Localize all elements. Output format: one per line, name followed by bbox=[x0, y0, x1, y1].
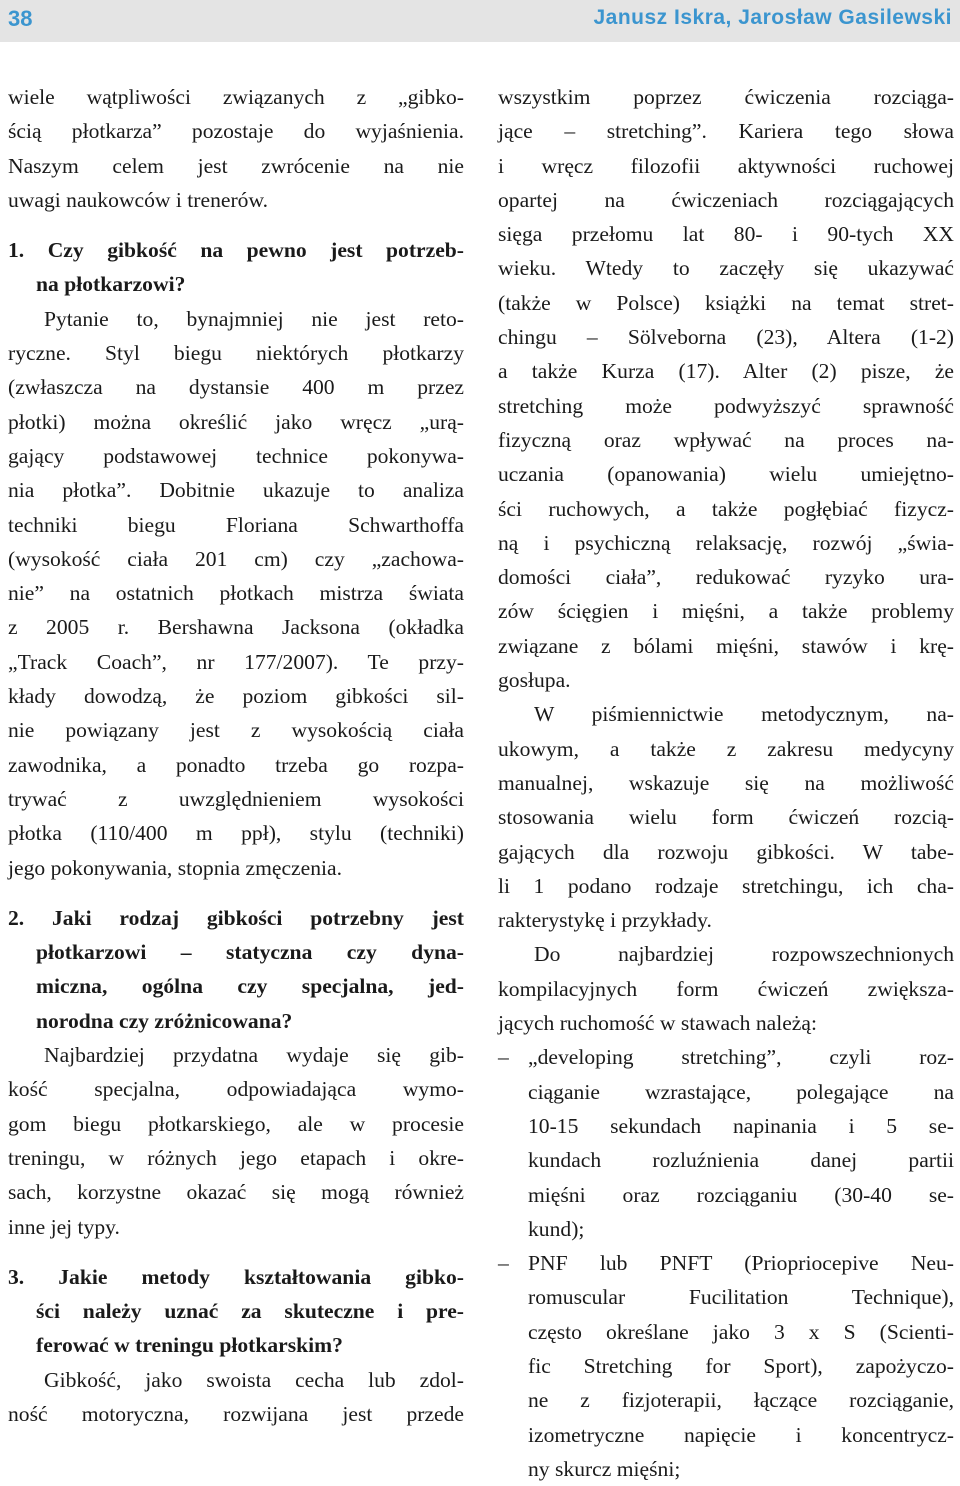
text-line: jące – stretching”. Kariera tego słowa bbox=[498, 119, 954, 144]
text-line: ność motoryczna, rozwijana jest przede bbox=[8, 1401, 464, 1426]
list-item-pnf bbox=[498, 1246, 954, 1486]
list-line: kund); bbox=[528, 1216, 585, 1241]
text-line: gający podstawowej technice pokonywa- bbox=[8, 443, 464, 468]
list-text: PNF lub PNFT (Priopriocepive Neu- bbox=[528, 1251, 954, 1276]
text-line: wszystkim poprzez ćwiczenia rozciąga- bbox=[498, 85, 954, 109]
text-line: „Track Coach”, nr 177/2007). Te przy- bbox=[8, 649, 464, 674]
heading-line: ferować w treningu płotkarskim? bbox=[36, 1333, 343, 1358]
question-3-body bbox=[8, 1363, 464, 1432]
heading-line: 1. Czy gibkość na pewno jest potrzeb- bbox=[8, 238, 464, 263]
page-number: 38 bbox=[8, 6, 33, 31]
list-line: 10-15 sekundach napinania i 5 se- bbox=[528, 1113, 954, 1138]
text-line: Naszym celem jest zwrócenie na nie bbox=[8, 153, 464, 178]
forms-paragraph bbox=[498, 937, 954, 1040]
text-line: zów ścięgien i mięśni, a także problemy bbox=[498, 599, 954, 624]
text-line: związane z bólami mięśni, stawów i krę- bbox=[498, 633, 954, 658]
list-line: fic Stretching for Sport), zapożyczo- bbox=[528, 1353, 954, 1378]
heading-line: norodna czy zróżnicowana? bbox=[36, 1008, 293, 1033]
list-line: romuscular Fucilitation Technique), bbox=[528, 1285, 954, 1310]
text-line: stretching może podwyższyć sprawność bbox=[498, 393, 954, 418]
list-line: często określane jako 3 x S (Scienti- bbox=[528, 1319, 954, 1344]
text-line: stosowania wielu form ćwiczeń rozcią- bbox=[498, 805, 954, 830]
right-column bbox=[498, 80, 954, 1486]
text-line: ścią płotkarza” pozostaje do wyjaśnienia. bbox=[8, 119, 464, 144]
text-line: kłady dowodzą, że poziom gibkości sil- bbox=[8, 684, 464, 709]
text-line: Pytanie to, bynajmniej nie jest reto- bbox=[44, 306, 464, 331]
spacer bbox=[8, 217, 464, 233]
dash-bullet: – bbox=[498, 1251, 509, 1276]
question-1-heading bbox=[8, 233, 464, 302]
text-line: a także Kurza (17). Alter (2) pisze, że bbox=[498, 359, 954, 384]
list-line: ne z fizjoterapii, łączące rozciąganie, bbox=[528, 1388, 954, 1413]
spacer bbox=[8, 885, 464, 901]
text-line: Najbardziej przydatna wydaje się gib- bbox=[44, 1043, 464, 1068]
text-line: wiele wątpliwości związanych z „gibko- bbox=[8, 85, 464, 109]
list-line: kundach rozluźnienia danej partii bbox=[528, 1148, 954, 1173]
text-line: rakterystykę i przykłady. bbox=[498, 908, 712, 933]
text-line: Gibkość, jako swoista cecha lub zdol- bbox=[44, 1367, 464, 1392]
list-line bbox=[498, 1040, 954, 1074]
text-line: płotka (110/400 m ppł), stylu (techniki) bbox=[8, 821, 464, 846]
text-line: manualnej, wskazuje się na możliwość bbox=[498, 770, 954, 795]
text-line: gosłupa. bbox=[498, 668, 571, 693]
heading-line: 2. Jaki rodzaj gibkości potrzebny jest bbox=[8, 905, 464, 930]
list-text: „developing stretching”, czyli roz- bbox=[528, 1045, 954, 1070]
text-line: (także w Polsce) książki na temat stret- bbox=[498, 290, 954, 315]
text-line: ukowym, a także z zakresu medycyny bbox=[498, 736, 954, 761]
question-2-heading bbox=[8, 901, 464, 1038]
text-line: gom biegu płotkarskiego, ale w procesie bbox=[8, 1111, 464, 1136]
list-item-developing-stretching bbox=[498, 1040, 954, 1246]
text-line: fizyczną oraz wpływać na proces na- bbox=[498, 427, 954, 452]
text-line: jących ruchomość w stawach należą: bbox=[498, 1011, 817, 1036]
heading-line: ści należy uznać za skuteczne i pre- bbox=[36, 1299, 464, 1324]
text-line: (wysokość ciała 201 cm) czy „zachowa- bbox=[8, 546, 464, 571]
text-line: trywać z uwzględnieniem wysokości bbox=[8, 786, 464, 811]
left-column bbox=[8, 80, 464, 1431]
text-line: zawodnika, a ponadto trzeba go rozpa- bbox=[8, 752, 464, 777]
text-line: W piśmiennictwie metodycznym, na- bbox=[534, 702, 954, 727]
text-line: Do najbardziej rozpowszechnionych bbox=[534, 942, 954, 967]
text-line: techniki biegu Floriana Schwarthoffa bbox=[8, 512, 464, 537]
heading-line: na płotkarzowi? bbox=[36, 272, 186, 297]
text-line: (zwłaszcza na dystansie 400 m przez bbox=[8, 375, 464, 400]
text-line: sięga przełomu lat 80- i 90-tych XX bbox=[498, 222, 954, 247]
spacer bbox=[8, 1244, 464, 1260]
text-line: nie” na ostatnich płotkach mistrza świata bbox=[8, 581, 464, 606]
text-line: domości ciała”, redukować ryzyko ura- bbox=[498, 565, 954, 590]
text-line: opartej na ćwiczeniach rozciągających bbox=[498, 187, 954, 212]
methodology-paragraph bbox=[498, 697, 954, 937]
text-line: kość specjalna, odpowiadająca wymo- bbox=[8, 1077, 464, 1102]
heading-line: miczna, ogólna czy specjalna, jed- bbox=[36, 974, 464, 999]
list-line bbox=[498, 1246, 954, 1280]
dash-bullet: – bbox=[498, 1045, 509, 1070]
page-header bbox=[0, 0, 960, 42]
stretching-paragraph bbox=[498, 80, 954, 697]
heading-line: 3. Jakie metody kształtowania gibko- bbox=[8, 1264, 464, 1289]
text-line: i wręcz filozofii aktywności ruchowej bbox=[498, 153, 954, 178]
question-1-body bbox=[8, 302, 464, 885]
intro-paragraph bbox=[8, 80, 464, 217]
text-line: chingu – Sölveborna (23), Altera (1-2) bbox=[498, 325, 954, 350]
text-line: z 2005 r. Bershawna Jacksona (okładka bbox=[8, 615, 464, 640]
text-line: jego pokonywania, stopnia zmęczenia. bbox=[8, 855, 342, 880]
list-line: ciąganie wzrastające, polegające na bbox=[528, 1079, 954, 1104]
text-line: kompilacyjnych form ćwiczeń zwiększa- bbox=[498, 976, 954, 1001]
text-line: nia płotka”. Dobitnie ukazuje to analiza bbox=[8, 478, 464, 503]
text-line: li 1 podano rodzaje stretchingu, ich cha- bbox=[498, 873, 954, 898]
text-line: ści ruchowych, a także pogłębiać fizycz- bbox=[498, 496, 954, 521]
text-line: płotki) można określić jako wręcz „urą- bbox=[8, 409, 464, 434]
running-head-authors: Janusz Iskra, Jarosław Gasilewski bbox=[593, 6, 952, 29]
text-line: uwagi naukowców i trenerów. bbox=[8, 187, 269, 212]
list-line: mięśni oraz rozciąganiu (30-40 se- bbox=[528, 1182, 954, 1207]
text-line: sach, korzystne okazać się mogą również bbox=[8, 1180, 464, 1205]
question-2-body bbox=[8, 1038, 464, 1244]
text-line: ną i psychiczną relaksację, rozwój „świa- bbox=[498, 530, 954, 555]
list-line: izometryczne napięcie i koncentrycz- bbox=[528, 1422, 954, 1447]
text-line: uczania (opanowania) wielu umiejętno- bbox=[498, 462, 954, 487]
question-3-heading bbox=[8, 1260, 464, 1363]
text-line: inne jej typy. bbox=[8, 1214, 120, 1239]
text-line: wieku. Wtedy to zaczęły się ukazywać bbox=[498, 256, 954, 281]
heading-line: płotkarzowi – statyczna czy dyna- bbox=[36, 940, 464, 965]
text-line: ryczne. Styl biegu niektórych płotkarzy bbox=[8, 341, 464, 366]
text-line: nie powiązany jest z wysokością ciała bbox=[8, 718, 464, 743]
list-line: ny skurcz mięśni; bbox=[528, 1456, 681, 1481]
text-line: treningu, w różnych jego etapach i okre- bbox=[8, 1145, 464, 1170]
text-line: gających dla rozwoju gibkości. W tabe- bbox=[498, 839, 954, 864]
